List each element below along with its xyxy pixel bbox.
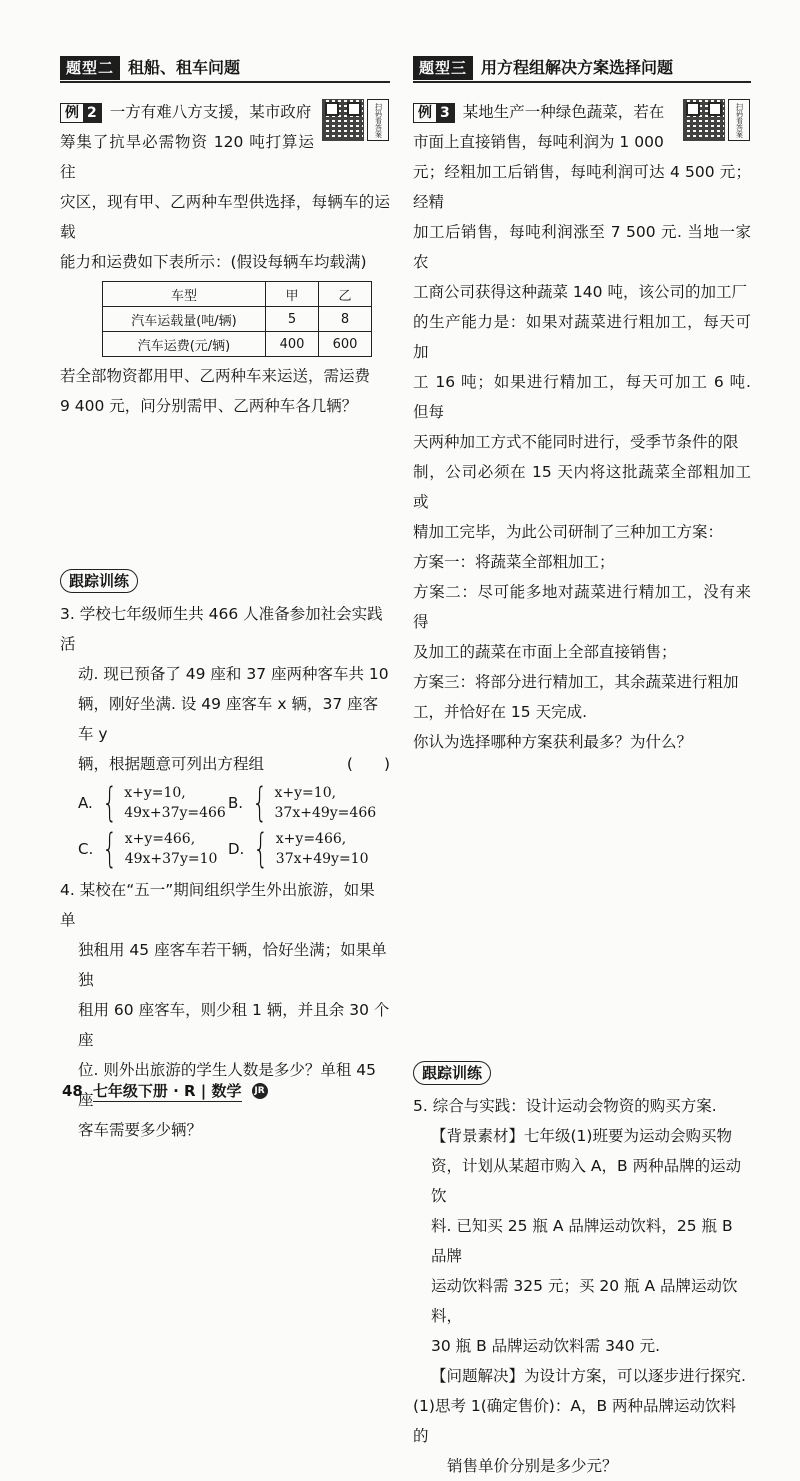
question-line: 动. 现已预备了 49 座和 37 座两种客车共 10 (78, 665, 389, 683)
question-line: 4. 某校在“五一”期间组织学生外出旅游，如果单 (60, 881, 375, 929)
vehicle-table (102, 281, 372, 357)
book-info: 七年级下册 · R | 数学 (92, 1082, 242, 1100)
section-header-3 (413, 55, 751, 83)
option-b[interactable]: B. { x+y=10, 37x+49y=466 (228, 780, 377, 826)
example-text-line: 工商公司获得这种蔬菜 140 吨，该公司的加工厂 (413, 283, 747, 301)
table-header-row (103, 282, 372, 307)
example-text-line: 市面上直接销售，每吨利润为 1 000 (413, 133, 664, 151)
example-text-line: 的生产能力是：如果对蔬菜进行粗加工，每天可加 (413, 313, 751, 361)
brace-icon: { (253, 826, 269, 872)
table-row (103, 332, 372, 357)
example-text-line: 元；经粗加工后销售，每吨利润可达 4 500 元；经精 (413, 163, 751, 211)
question-line: 3. 学校七年级师生共 466 人准备参加社会实践活 (60, 605, 383, 653)
answer-space[interactable] (413, 757, 751, 1061)
section-title: 租船、租车问题 (128, 58, 241, 77)
option-a[interactable]: A. { x+y=10, 49x+37y=466 (78, 780, 226, 826)
brace-icon: { (101, 780, 118, 826)
question-line: 5. 综合与实践：设计运动会物资的购买方案. (413, 1097, 717, 1115)
example-label: 例 3 (413, 103, 455, 123)
question-line: 辆，根据题意可列出方程组 (78, 755, 265, 773)
example-text-line: 能力和运费如下表所示：(假设每辆车均载满) (60, 253, 367, 271)
problem-solving: 【问题解决】为设计方案，可以逐步进行探究. (431, 1367, 746, 1385)
example-2 (60, 97, 390, 277)
example-text-line: 天两种加工方式不能同时进行，受季节条件的限 (413, 433, 739, 451)
table-cell: 5 (266, 307, 319, 332)
table-cell: 汽车运载量(吨/辆) (103, 307, 266, 332)
example-text-line: 工 16 吨；如果进行精加工，每天可加工 6 吨. 但每 (413, 373, 751, 421)
section-header-2 (60, 55, 390, 83)
question-line: 租用 60 座客车，则少租 1 辆，并且余 30 个座 (78, 1001, 390, 1049)
question-line: 独租用 45 座客车若干辆，恰好坐满；如果单独 (78, 941, 387, 989)
answer-space[interactable] (60, 421, 390, 569)
question-3 (60, 599, 390, 872)
question-line: 运动饮料需 325 元；买 20 瓶 A 品牌运动饮料， (431, 1277, 738, 1325)
table-cell: 600 (319, 332, 372, 357)
qr-side-label: 扫码看答案 (367, 99, 389, 141)
example-3 (413, 97, 751, 757)
example-text-line: 若全部物资都用甲、乙两种车来运送，需运费 (60, 367, 371, 385)
answer-bracket[interactable]: ( ) (346, 755, 390, 773)
question-line: 位. 则外出旅游的学生人数是多少？单租 45 座 (78, 1061, 377, 1109)
example-text-line: 灾区，现有甲、乙两种车型供选择，每辆车的运载 (60, 193, 390, 241)
left-column (60, 55, 390, 1145)
plan-two: 方案二：尽可能多地对蔬菜进行精加工，没有来得 (413, 583, 751, 631)
table-header: 乙 (319, 282, 372, 307)
right-column (413, 55, 751, 1481)
table-header: 车型 (103, 282, 266, 307)
track-training-label: 跟踪训练 (413, 1061, 491, 1085)
example-text-line: 精加工完毕，为此公司研制了三种加工方案： (413, 523, 724, 541)
example-text-line: 制，公司必须在 15 天内将这批蔬菜全部粗加工或 (413, 463, 751, 511)
plan-one: 方案一：将蔬菜全部粗加工； (413, 553, 615, 571)
example-label: 例 2 (60, 103, 102, 123)
example-question: 你认为选择哪种方案获利最多？为什么？ (413, 733, 693, 751)
qr-code-icon[interactable] (322, 99, 364, 141)
example-text-line: 筹集了抗旱必需物资 120 吨打算运往 (60, 133, 314, 181)
table-cell: 8 (319, 307, 372, 332)
question-line: 辆，刚好坐满. 设 49 座客车 x 辆，37 座客车 y (78, 695, 379, 743)
table-cell: 400 (266, 332, 319, 357)
qr-code-block[interactable] (322, 99, 390, 143)
question-4 (60, 875, 390, 1145)
edition-badge-icon: JR (252, 1083, 268, 1099)
track-training-label: 跟踪训练 (60, 569, 138, 593)
example-text-line: 某地生产一种绿色蔬菜，若在 (462, 103, 665, 121)
option-d[interactable]: D. { x+y=466, 37x+49y=10 (228, 826, 369, 872)
brace-icon: { (102, 826, 118, 872)
table-cell: 汽车运费(元/辆) (103, 332, 266, 357)
qr-side-label: 扫码看答案 (728, 99, 750, 141)
section-tag: 题型三 (413, 56, 473, 80)
table-header: 甲 (266, 282, 319, 307)
example-text-line: 9 400 元，问分别需甲、乙两种车各几辆？ (60, 397, 358, 415)
question-line: 客车需要多少辆？ (78, 1121, 203, 1139)
question-line: 30 瓶 B 品牌运动饮料需 340 元. (431, 1337, 661, 1355)
option-c[interactable]: C. { x+y=466, 49x+37y=10 (78, 826, 218, 872)
page-footer (62, 1080, 268, 1102)
sub-question-1: (1)思考 1(确定售价)：A，B 两种品牌运动饮料的 (413, 1397, 737, 1445)
example-text-line: 一方有难八方支援，某市政府 (109, 103, 312, 121)
question-5 (413, 1091, 751, 1481)
question-line: 资，计划从某超市购入 A，B 两种品牌的运动饮 (431, 1157, 742, 1205)
example-text-line: 及加工的蔬菜在市面上全部直接销售； (413, 643, 677, 661)
background-material: 【背景素材】七年级(1)班要为运动会购买物 (431, 1127, 732, 1145)
example-text-line: 工，并恰好在 15 天完成. (413, 703, 588, 721)
brace-icon: { (252, 780, 268, 826)
qr-code-block[interactable] (683, 99, 751, 143)
page-number: 48 (62, 1082, 83, 1100)
section-title: 用方程组解决方案选择问题 (481, 58, 674, 77)
example-text-line: 加工后销售，每吨利润涨至 7 500 元. 当地一家农 (413, 223, 751, 271)
question-line: 料. 已知买 25 瓶 A 品牌运动饮料，25 瓶 B 品牌 (431, 1217, 733, 1265)
qr-code-icon[interactable] (683, 99, 725, 141)
question-line: 销售单价分别是多少元？ (447, 1457, 618, 1475)
plan-three: 方案三：将部分进行精加工，其余蔬菜进行粗加 (413, 673, 739, 691)
table-row (103, 307, 372, 332)
section-tag: 题型二 (60, 56, 120, 80)
